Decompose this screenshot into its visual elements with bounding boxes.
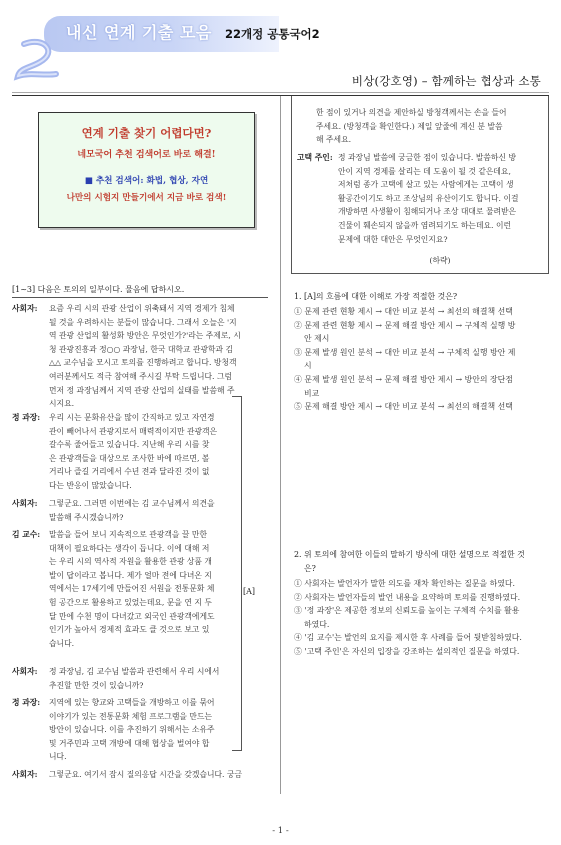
promo-keywords: ■ 추천 검색어: 화법, 협상, 자연 bbox=[84, 176, 209, 186]
continued-text: 한 점이 있거나 의견을 제안하실 방청객께서는 손을 들어 주세요. (방청객을 확인한다.) 제일 앞줄에 계신 분 발씀 해 주세요. bbox=[316, 108, 507, 145]
instruction: [1~3] 다음은 토의의 일부이다. 물음에 답하시오. bbox=[12, 285, 185, 294]
speaker-label: 사회자: bbox=[12, 304, 38, 313]
speaker-label: 사회자: bbox=[12, 667, 38, 676]
question-1-stem: 1. [A]의 흐름에 대한 이해로 가장 적절한 것은? bbox=[294, 292, 458, 301]
dialogue-text: 우리 시는 문화유산을 많이 간직하고 있고 자연경 관이 빼어나서 관광지로서 매력적이지만 관광객은 갈수록 줄어들고 있습니다. 지난해 우리 시를 찾 은 관광객들을 대상으로 조사한 바에 따르면, 볼 거리나 즐길 거리에서 수년 전과 달라진 것이 없 다는 반응이 많았습니다. bbox=[49, 413, 218, 490]
dialogue-text: 그렇군요. 그러면 이번에는 김 교수님께서 의견을 말씀해 주시겠습니까? bbox=[49, 499, 215, 522]
option[interactable]: ⑤ '고택 주인'은 자신의 입장을 강조하는 설의적인 질문을 하였다. bbox=[294, 646, 520, 656]
speaker-label: 정 과장: bbox=[12, 698, 41, 707]
speaker-label: 고택 주인: bbox=[297, 153, 333, 162]
instruction-rule bbox=[12, 297, 268, 298]
dialogue-text: 요즘 우리 시의 관광 산업이 위축돼서 지역 경제가 침체 될 것을 우려하시는 분들이 많습니다. 그래서 오늘은 '지 역 관광 산업의 활성화 방안은 무엇인가?'라는 주제로, 시 청 관광진흥과 정○○ 과장님, 한국 대학교 관광학과 김 △△ 교수님을 모시고 토의를 진행하려고 합니다. 방청객 여러분께서도 적극 참여해 주시길 부탁 드립니다. 그럼 먼저 정 과장님께서 지역 관광 산업의 실태를 발씀해 주 시지요. bbox=[49, 304, 241, 409]
promo-headline: 연계 기출 찾기 어렵다면? bbox=[81, 126, 212, 140]
question-2-stem: 2. 위 토의에 참여한 이들의 말하기 방식에 대한 설명으로 적절한 것 은? bbox=[294, 550, 525, 573]
column-divider bbox=[280, 96, 281, 794]
logo-swirl-icon bbox=[10, 38, 62, 82]
bracket-label: [A] bbox=[243, 587, 256, 596]
dialogue-text: 그렇군요. 여기서 잠시 질의응답 시간을 갖겠습니다. 궁금 bbox=[49, 770, 243, 779]
page-number: - 1 - bbox=[272, 826, 289, 836]
promo-box bbox=[38, 112, 255, 228]
option[interactable]: ④ 문제 발생 원인 분석 → 문제 해결 방안 제시 → 방안의 장단점 비교 bbox=[294, 374, 513, 398]
dialogue-text: 정 과장님, 김 교수님 발씀과 관련해서 우리 시에서 추진할 만한 것이 있습니까? bbox=[49, 667, 220, 690]
option[interactable]: ⑤ 문제 해결 방안 제시 → 대안 비교 분석 → 최선의 해결책 선택 bbox=[294, 402, 513, 412]
option[interactable]: ② 사회자는 발언자들의 발언 내용을 요약하며 토의를 진행하였다. bbox=[294, 592, 521, 602]
speaker-label: 사회자: bbox=[12, 499, 38, 508]
passage-bracket-A bbox=[232, 396, 242, 751]
option[interactable]: ① 사회자는 발언자가 말한 의도를 재차 확인하는 질문을 하였다. bbox=[294, 579, 516, 588]
header-badge-title: 내신 연계 기출 모음 bbox=[66, 23, 212, 42]
option[interactable]: ③ '정 과장'은 제공한 정보의 신뢰도를 높이는 구체적 수치를 활용 하였다. bbox=[294, 606, 520, 629]
speaker-label: 김 교수: bbox=[12, 530, 41, 539]
speaker-label: 정 과장: bbox=[12, 413, 41, 422]
dialogue-text: 정 과장님 발씀에 궁금한 점이 있습니다. 발씀하신 방 안이 지역 경제를 살리는 데 도움이 될 것 같은데요, 저처럼 종가 고택에 살고 있는 사람에게는 고택이 생 활공간이기도 하고 조상님의 유산이기도 합니다. 이걸 개방하면 사생활이 침해되거나 조상 대대로 물려받은 건물이 훼손되지 않을까 염려되기도 하는데요. 이런 문제에 대한 대안은 무엇인지요? bbox=[338, 153, 519, 244]
dialogue-text: 지역에 있는 향교와 고택들을 개방하고 이를 묶어 이야기가 있는 전통문화 체험 프로그램을 만드는 방안이 있습니다. 이를 추진하기 위해서는 소유주 및 거주민과 고택 개방에 대해 협상을 벌여야 합 니다. bbox=[49, 698, 215, 762]
omission-note: (하략) bbox=[429, 256, 451, 265]
header-divider bbox=[12, 92, 549, 93]
question-2-options bbox=[294, 577, 544, 659]
option[interactable]: ② 문제 관련 현황 제시 → 문제 해결 방안 제시 → 구체적 실행 방 안 제시 bbox=[294, 320, 516, 344]
question-1-options bbox=[294, 305, 544, 414]
option[interactable]: ③ 문제 발생 원인 분석 → 대안 비교 분석 → 구체적 실행 방안 제 시 bbox=[294, 347, 516, 371]
dialogue-text: 말씀을 들어 보니 지속적으로 관광객을 끌 만한 대책이 필요하다는 생각이 듭니다. 이에 대해 저 는 우리 시의 역사적 자원을 활용한 관광 상품 개 발이 답이라고 봅니다. 제가 얼마 전에 다녀온 지 역에서는 17세기에 만들어진 서원을 전통문화 체 험 공간으로 활용하고 있었는데요, 문을 연 지 두 달 만에 수천 명이 다녀갔고 외국인 관광객에게도 인기가 높아서 경제적 효과도 클 것으로 보고 있 습니다. bbox=[49, 530, 215, 648]
speaker-label: 사회자: bbox=[12, 770, 38, 779]
promo-cta: 나만의 시험지 만들기에서 지금 바로 검색! bbox=[66, 193, 227, 203]
option[interactable]: ① 문제 관련 현황 제시 → 대안 비교 분석 → 최선의 해결책 선택 bbox=[294, 307, 513, 316]
publisher-title: 비상(강호영) – 함께하는 협상과 소통 bbox=[351, 74, 541, 88]
option[interactable]: ④ '김 교수'는 발언의 요지를 제시한 후 사례를 들어 뒷받침하였다. bbox=[294, 633, 522, 643]
promo-subline: 네모국어 추천 검색어로 바로 해결! bbox=[77, 150, 216, 160]
header-subtitle: 22개정 공통국어2 bbox=[225, 27, 320, 41]
